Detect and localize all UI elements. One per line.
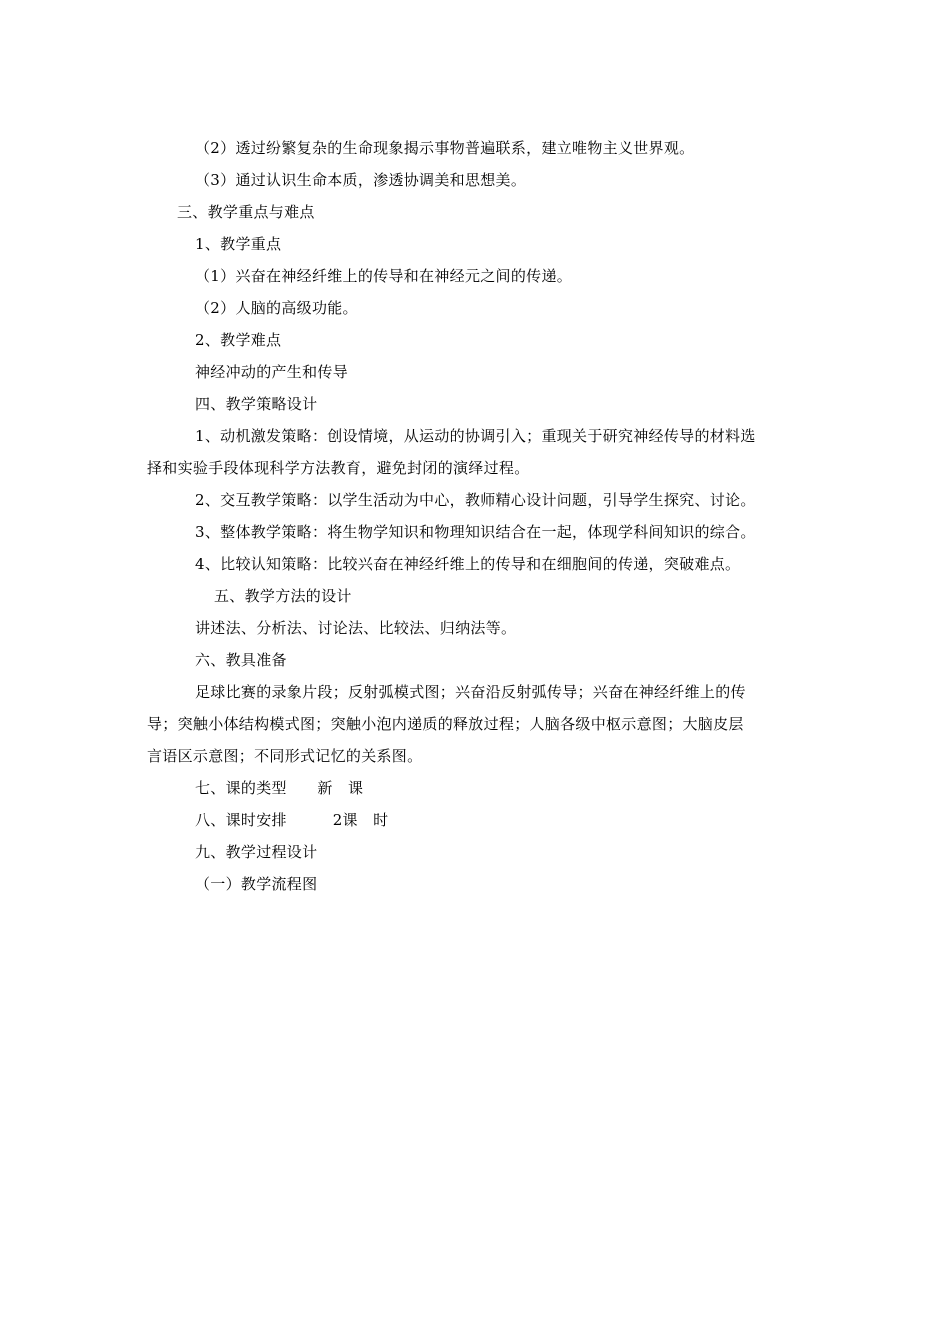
subheading-flowchart: （一）教学流程图 xyxy=(195,875,318,893)
text-line-materials-b: 导；突触小体结构模式图；突触小泡内递质的释放过程；人脑各级中枢示意图；大脑皮层 xyxy=(147,715,744,733)
text-line-strategy-1a: 1、动机激发策略：创设情境，从运动的协调引入；重现关于研究神经传导的材料选 xyxy=(195,427,756,445)
section-heading-6: 六、教具准备 xyxy=(195,651,287,669)
text-line-strategy-3: 3、整体教学策略：将生物学知识和物理知识结合在一起，体现学科间知识的综合。 xyxy=(195,523,756,541)
subheading-key-points: 1、教学重点 xyxy=(195,235,282,253)
text-line-key-2: （2）人脑的高级功能。 xyxy=(195,299,358,317)
text-line-strategy-2: 2、交互教学策略：以学生活动为中心，教师精心设计问题，引导学生探究、讨论。 xyxy=(195,491,756,509)
section-heading-5: 五、教学方法的设计 xyxy=(214,587,352,605)
section-heading-8: 八、课时安排 2课 时 xyxy=(195,811,389,829)
text-line-aim-2: （2）透过纷繁复杂的生命现象揭示事物普遍联系，建立唯物主义世界观。 xyxy=(195,139,695,157)
text-line-aim-3: （3）通过认识生命本质，渗透协调美和思想美。 xyxy=(195,171,527,189)
text-line-materials-c: 言语区示意图；不同形式记忆的关系图。 xyxy=(147,747,423,765)
subheading-difficulties: 2、教学难点 xyxy=(195,331,282,349)
text-line-strategy-4: 4、比较认知策略：比较兴奋在神经纤维上的传导和在细胞间的传递，突破难点。 xyxy=(195,555,741,573)
text-line-methods: 讲述法、分析法、讨论法、比较法、归纳法等。 xyxy=(195,619,517,637)
section-heading-7: 七、课的类型 新 课 xyxy=(195,779,364,797)
section-heading-4: 四、教学策略设计 xyxy=(195,395,318,413)
text-line-key-1: （1）兴奋在神经纤维上的传导和在神经元之间的传递。 xyxy=(195,267,573,285)
section-heading-3: 三、教学重点与难点 xyxy=(177,203,315,221)
text-line-difficulty: 神经冲动的产生和传导 xyxy=(195,363,349,381)
text-line-strategy-1b: 择和实验手段体现科学方法教育，避免封闭的演绎过程。 xyxy=(147,459,530,477)
section-heading-9: 九、教学过程设计 xyxy=(195,843,318,861)
text-line-materials-a: 足球比赛的录象片段；反射弧模式图；兴奋沿反射弧传导；兴奋在神经纤维上的传 xyxy=(195,683,746,701)
